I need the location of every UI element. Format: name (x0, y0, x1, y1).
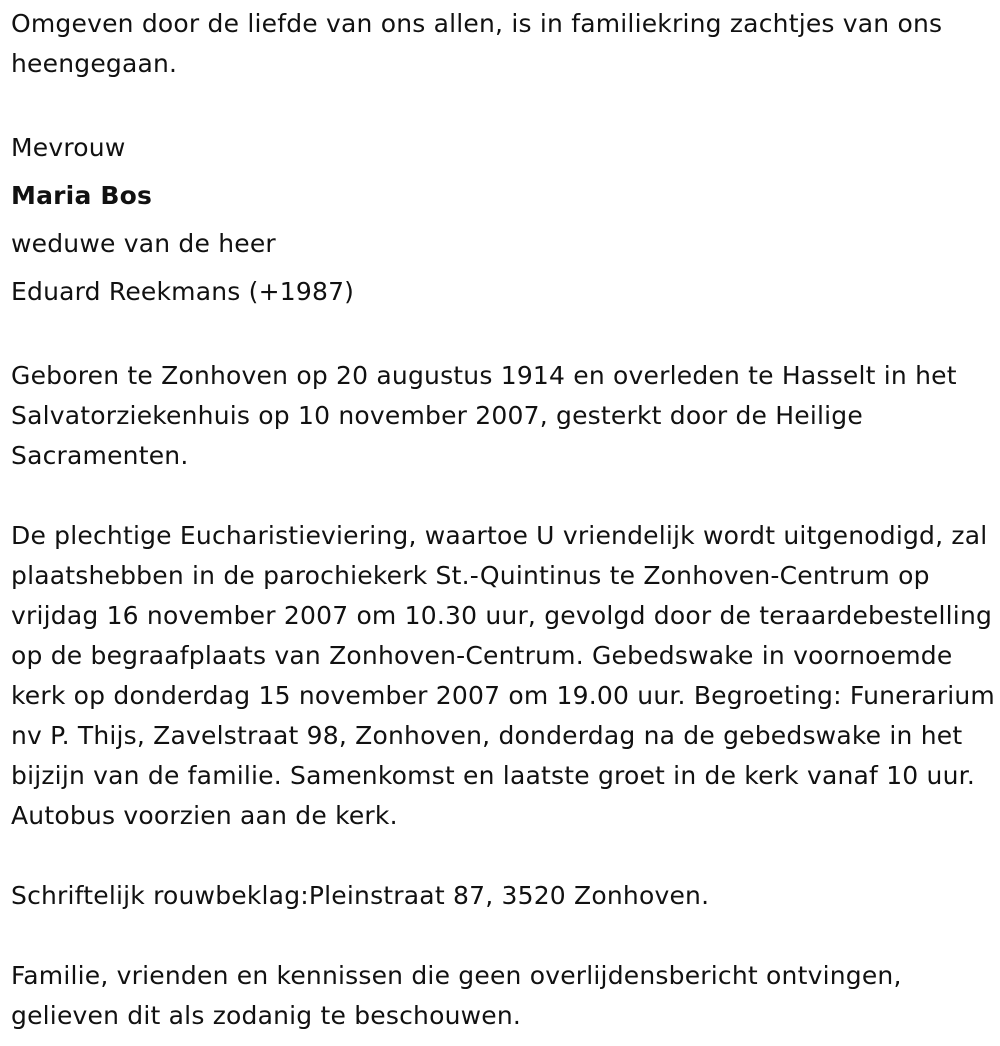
spacer (11, 84, 996, 124)
closing-paragraph: Familie, vrienden en kennissen die geen overlijdensbericht ontvingen, gelieven dit als zodanig te beschouwen. (11, 961, 902, 1030)
deceased-block (11, 124, 996, 316)
condolence-address: Schriftelijk rouwbeklag:Pleinstraat 87, 3520 Zonhoven. (11, 881, 710, 910)
spacer (11, 916, 996, 956)
intro-paragraph: Omgeven door de liefde van ons allen, is in familiekring zachtjes van ons heengegaan. (11, 9, 943, 78)
spacer (11, 476, 996, 516)
honorific: Mevrouw (11, 133, 126, 162)
spouse-name: Eduard Reekmans (+1987) (11, 277, 355, 306)
deceased-name: Maria Bos (11, 181, 153, 210)
spacer (11, 316, 996, 356)
birth-death-paragraph: Geboren te Zonhoven op 20 augustus 1914 en overleden te Hasselt in het Salvatorziekenhuis op 10 november 2007, gesterkt door de Heilige Sacramenten. (11, 361, 957, 470)
obituary-notice (11, 4, 996, 1036)
ceremony-paragraph: De plechtige Eucharistieviering, waartoe U vriendelijk wordt uitgenodigd, zal plaatshebben in de parochiekerk St.-Quintinus te Zonhoven-Centrum op vrijdag 16 november 2007 om 10.30 uur, gevolgd door de teraardebestelling op de begraafplaats van Zonhoven-Centrum. Gebedswake in voornoemde kerk op donderdag 15 november 2007 om 19.00 uur. Begroeting: Funerarium nv P. Thijs, Zavelstraat 98, Zonhoven, donderdag na de gebedswake in het bijzijn van de familie. Samenkomst en laatste groet in de kerk vanaf 10 uur. Autobus voorzien aan de kerk. (11, 521, 995, 830)
relation-line: weduwe van de heer (11, 229, 276, 258)
spacer (11, 836, 996, 876)
